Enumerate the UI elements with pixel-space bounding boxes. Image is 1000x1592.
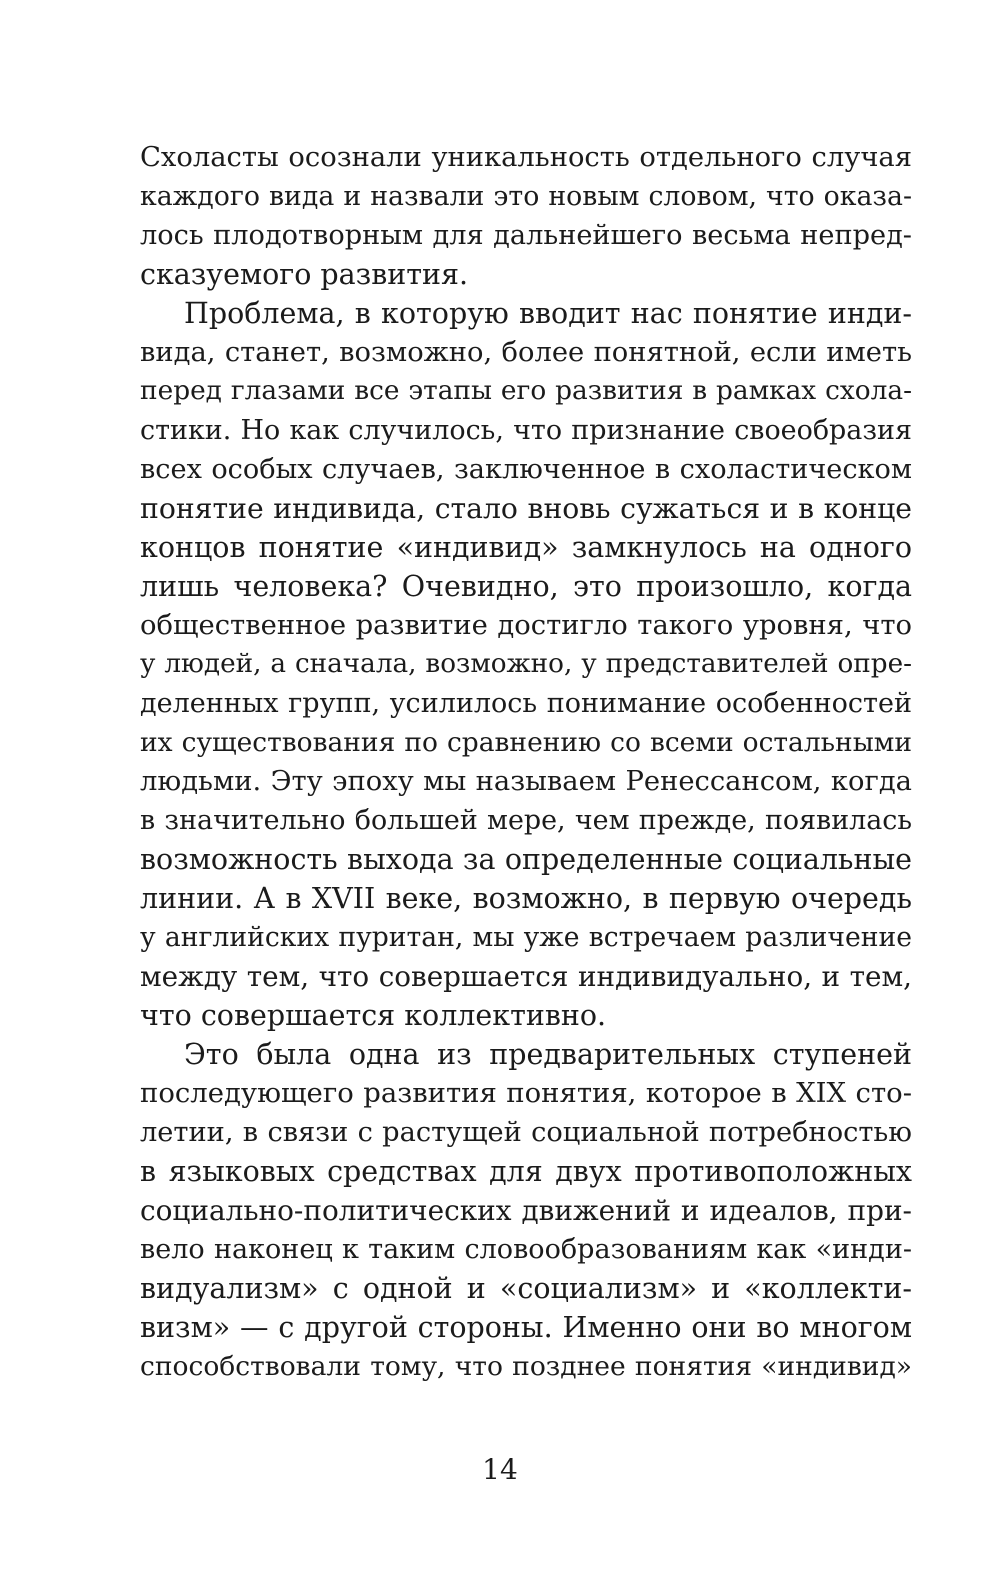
- text-line: сказуемого развития.: [140, 258, 469, 291]
- text-line: стики. Но как случилось, что признание своеобразия: [140, 415, 912, 446]
- body-text: [140, 138, 912, 1386]
- paragraph-3: [140, 1035, 912, 1386]
- paragraph-2: [140, 294, 912, 1035]
- text-line: лось плодотворным для дальнейшего весьма непред-: [140, 220, 912, 251]
- text-line: лишь человека? Очевидно, это произошло, когда: [140, 570, 912, 603]
- text-line: у людей, а сначала, возможно, у представителей опре-: [140, 649, 912, 679]
- paragraph-1: [140, 138, 912, 294]
- text-line: Это была одна из предварительных ступеней: [184, 1038, 912, 1071]
- text-line: летии, в связи с растущей социальной потребностью: [140, 1117, 912, 1148]
- text-line: визм» — с другой стороны. Именно они во многом: [140, 1311, 912, 1344]
- text-line: у английских пуритан, мы уже встречаем различение: [140, 922, 912, 953]
- text-line: деленных групп, усилилось понимание особенностей: [140, 688, 912, 719]
- text-line: перед глазами все этапы его развития в рамках схола-: [140, 376, 912, 406]
- text-line: в языковых средствах для двух противоположных: [140, 1155, 912, 1188]
- text-line: их существования по сравнению со всеми остальными: [140, 727, 912, 758]
- text-line: последующего развития понятия, которое в XIX сто-: [140, 1077, 912, 1109]
- text-line: Схоласты осознали уникальность отдельного случая: [140, 142, 912, 173]
- text-line: между тем, что совершается индивидуально, и тем,: [140, 960, 912, 993]
- text-line: способствовали тому, что позднее понятия «индивид»: [140, 1351, 912, 1382]
- text-line: Проблема, в которую вводит нас понятие инди-: [184, 297, 912, 330]
- text-line: каждого вида и назвали это новым словом, что оказа-: [140, 181, 912, 212]
- text-line: видуализм» с одной и «социализм» и «коллекти-: [140, 1272, 912, 1305]
- text-line: что совершается коллективно.: [140, 999, 607, 1032]
- text-line: понятие индивида, стало вновь сужаться и в конце: [140, 492, 912, 525]
- text-line: вида, станет, возможно, более понятной, если иметь: [140, 337, 912, 368]
- text-line: в значительно большей мере, чем прежде, появилась: [140, 805, 912, 836]
- text-line: людьми. Эту эпоху мы называем Ренессансом, когда: [140, 766, 912, 797]
- text-line: концов понятие «индивид» замкнулось на одного: [140, 531, 912, 564]
- text-line: общественное развитие достигло такого уровня, что: [140, 610, 912, 641]
- page-number: 14: [482, 1453, 518, 1486]
- text-line: линии. А в XVII веке, возможно, в первую очередь: [140, 882, 912, 915]
- text-line: социально-политических движений и идеалов, при-: [140, 1194, 912, 1227]
- text-line: всех особых случаев, заключенное в схоластическом: [140, 454, 912, 485]
- text-line: возможность выхода за определенные социальные: [140, 843, 912, 876]
- text-line: вело наконец к таким словообразованиям как «инди-: [140, 1234, 912, 1265]
